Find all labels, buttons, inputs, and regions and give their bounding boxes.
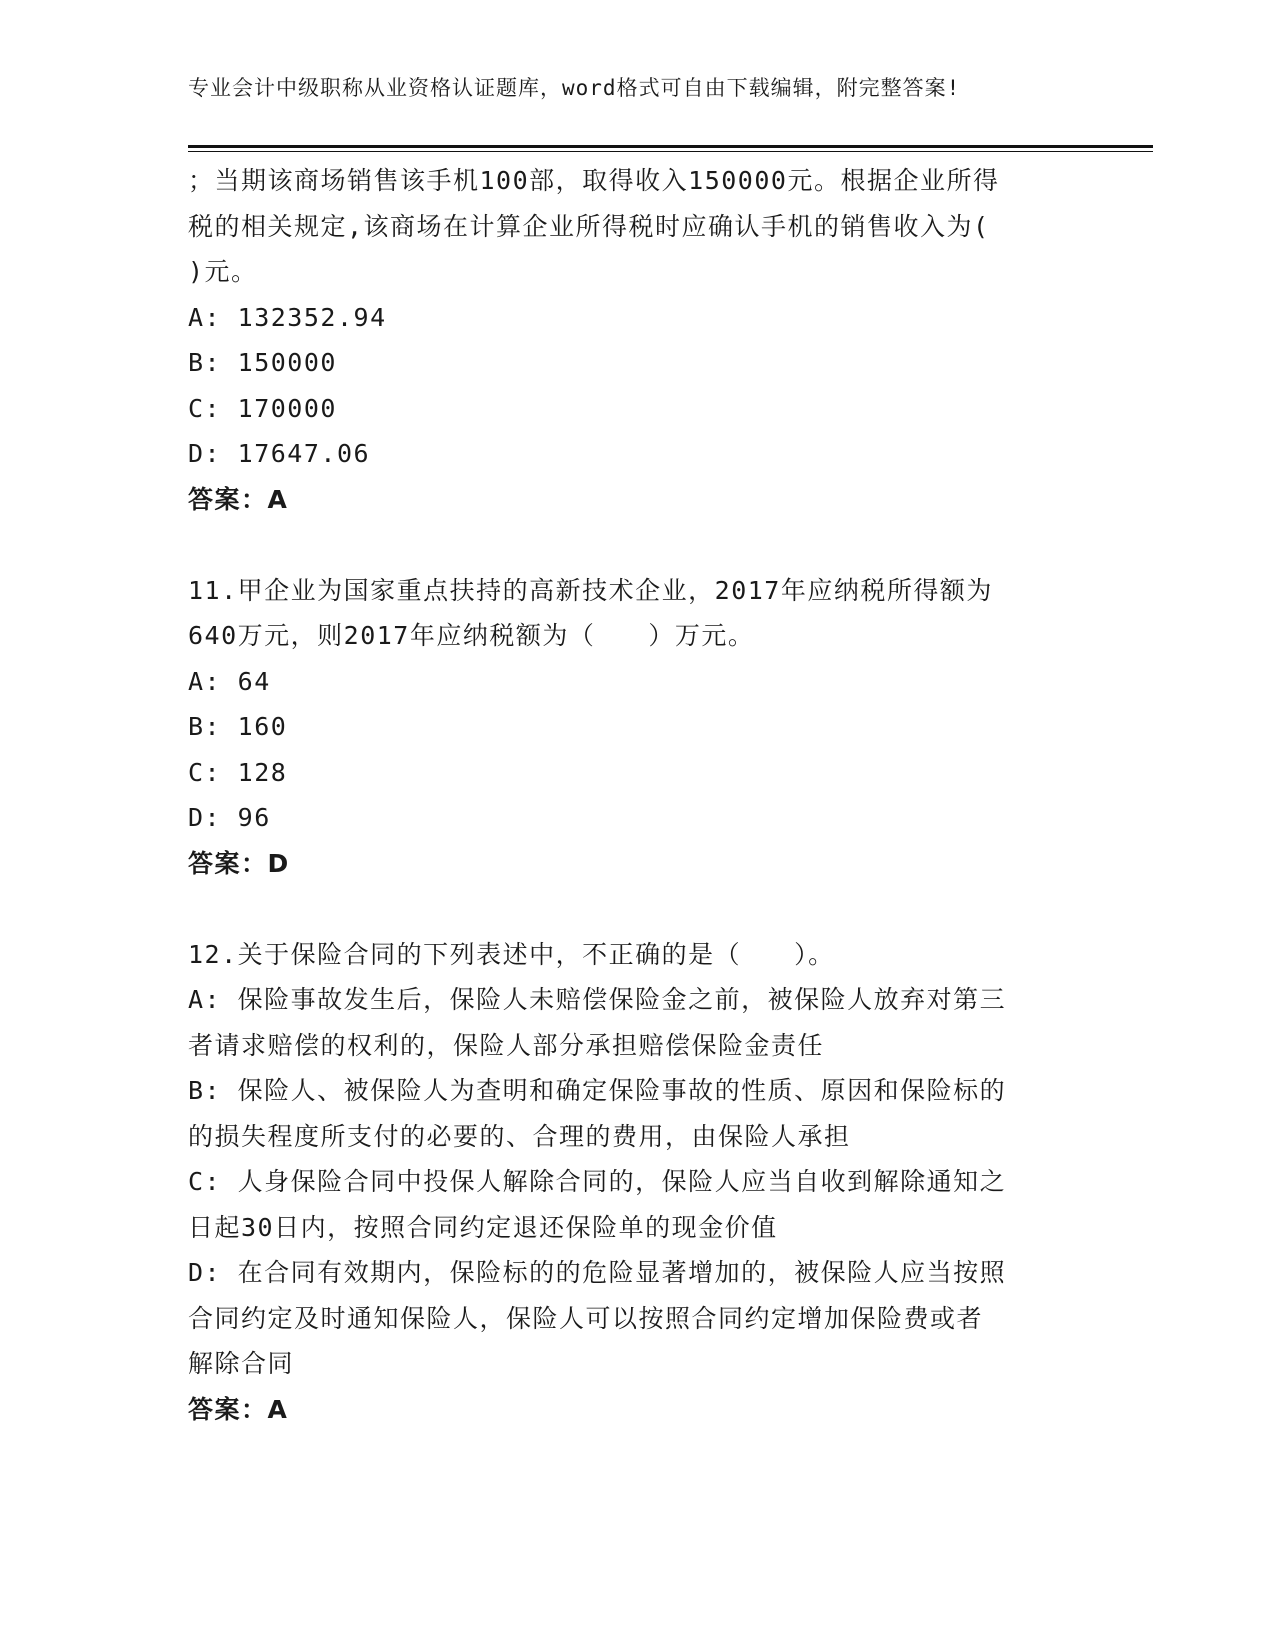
question-gap [188,886,1088,932]
answer-line: 答案：D [188,848,290,878]
page-header: 专业会计中级职称从业资格认证题库，word格式可自由下载编辑，附完整答案! [188,76,961,100]
option-d: D: 96 [188,803,271,832]
option-d-line: 解除合同 [188,1349,295,1378]
option-a-line: A: 保险事故发生后，保险人未赔偿保险金之前，被保险人放弃对第三 [188,985,1007,1014]
option-b-line: 的损失程度所支付的必要的、合理的费用，由保险人承担 [188,1121,851,1151]
option-d-line: 合同约定及时通知保险人，保险人可以按照合同约定增加保险费或者 [188,1303,984,1333]
header-rule-thick [188,145,1153,148]
question-10 [188,158,1088,522]
answer-line: 答案：A [188,1394,289,1424]
option-a-line: 者请求赔偿的权利的，保险人部分承担赔偿保险金责任 [188,1030,825,1060]
question-11 [188,568,1088,887]
header-rule-thin [188,151,1153,152]
option-c: C: 170000 [188,393,337,423]
option-b: B: 160 [188,712,288,741]
question-content [188,158,1088,1432]
option-a: A: 132352.94 [188,302,387,332]
option-c-line: C: 人身保险合同中投保人解除合同的，保险人应当自收到解除通知之 [188,1167,1007,1196]
question-gap [188,522,1088,568]
question-12 [188,932,1088,1433]
question-stem-line: 税的相关规定,该商场在计算企业所得税时应确认手机的销售收入为( [188,211,990,241]
option-b-line: B: 保险人、被保险人为查明和确定保险事故的性质、原因和保险标的 [188,1076,1007,1105]
question-stem-line: )元。 [188,257,258,286]
option-d-line: D: 在合同有效期内，保险标的的危险显著增加的，被保险人应当按照 [188,1258,1007,1287]
option-c: C: 128 [188,757,288,787]
option-d: D: 17647.06 [188,439,371,468]
question-stem-line: ；当期该商场销售该手机100部，取得收入150000元。根据企业所得 [188,166,1000,195]
option-a: A: 64 [188,666,271,696]
answer-line: 答案：A [188,484,289,514]
option-c-line: 日起30日内，按照合同约定退还保险单的现金价值 [188,1212,778,1242]
question-stem-line: 12.关于保险合同的下列表述中，不正确的是（ ）。 [188,939,835,969]
question-stem-line: 640万元，则2017年应纳税额为（ ）万元。 [188,621,755,650]
option-b: B: 150000 [188,348,337,377]
question-stem-line: 11.甲企业为国家重点扶持的高新技术企业，2017年应纳税所得额为 [188,575,993,605]
